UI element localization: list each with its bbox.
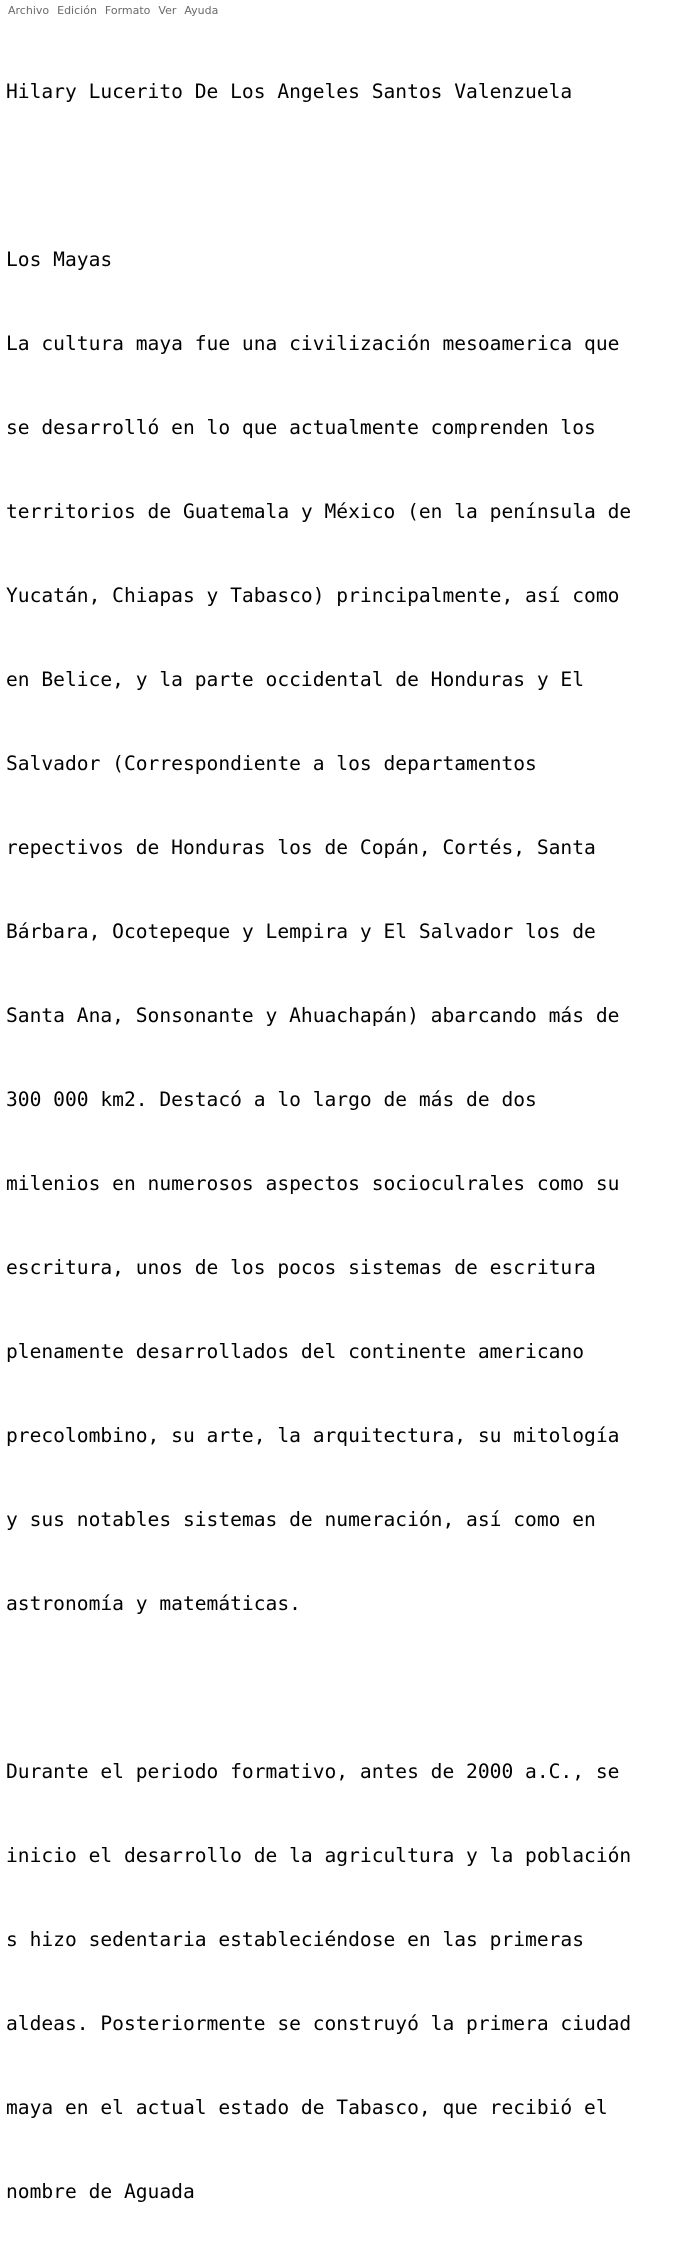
text-line: aldeas. Posteriormente se construyó la primera ciudad [6, 2012, 632, 2035]
text-line: s hizo sedentaria estableciéndose en las primeras [6, 1928, 585, 1951]
text-line [6, 1674, 698, 1702]
text-line: Santa Ana, Sonsonante y Ahuachapán) abarcando más de [6, 1004, 620, 1027]
text-line: escritura, unos de los pocos sistemas de escritura [6, 1256, 596, 1279]
text-line: inicio el desarrollo de la agricultura y la población [6, 1844, 632, 1867]
menu-archivo[interactable]: Archivo [8, 4, 50, 17]
text-line: milenios en numerosos aspectos socioculrales como su [6, 1172, 620, 1195]
menu-formato[interactable]: Formato [104, 4, 151, 17]
text-line: astronomía y matemáticas. [6, 1592, 301, 1615]
text-line: en Belice, y la parte occidental de Honduras y El [6, 668, 585, 691]
text-line: y sus notables sistemas de numeración, así como en [6, 1508, 596, 1531]
menu-ayuda[interactable]: Ayuda [184, 4, 219, 17]
text-line: Yucatán, Chiapas y Tabasco) principalmente, así como [6, 584, 620, 607]
text-line: Salvador (Correspondiente a los departamentos [6, 752, 537, 775]
text-line: plenamente desarrollados del continente americano [6, 1340, 585, 1363]
text-line: Durante el periodo formativo, antes de 2000 a.C., se [6, 1760, 620, 1783]
text-line: repectivos de Honduras los de Copán, Cortés, Santa [6, 836, 596, 859]
menu-bar [0, 0, 698, 22]
text-line: Hilary Lucerito De Los Angeles Santos Valenzuela [6, 80, 573, 103]
text-editor-area[interactable] [0, 22, 698, 2203]
menu-ver[interactable]: Ver [158, 4, 177, 17]
text-line: maya en el actual estado de Tabasco, que recibió el [6, 2096, 608, 2119]
text-line: La cultura maya fue una civilización mesoamerica que [6, 332, 620, 355]
text-line: nombre de Aguada [6, 2180, 195, 2203]
text-line: precolombino, su arte, la arquitectura, su mitología [6, 1424, 620, 1447]
text-line: Los Mayas [6, 248, 113, 271]
text-line [6, 162, 698, 190]
text-line: se desarrolló en lo que actualmente comprenden los [6, 416, 596, 439]
text-line: territorios de Guatemala y México (en la península de [6, 500, 632, 523]
text-line: 300 000 km2. Destacó a lo largo de más de dos [6, 1088, 537, 1111]
menu-edicion[interactable]: Edición [57, 4, 97, 17]
document-text [0, 22, 698, 2262]
text-line: Bárbara, Ocotepeque y Lempira y El Salvador los de [6, 920, 596, 943]
